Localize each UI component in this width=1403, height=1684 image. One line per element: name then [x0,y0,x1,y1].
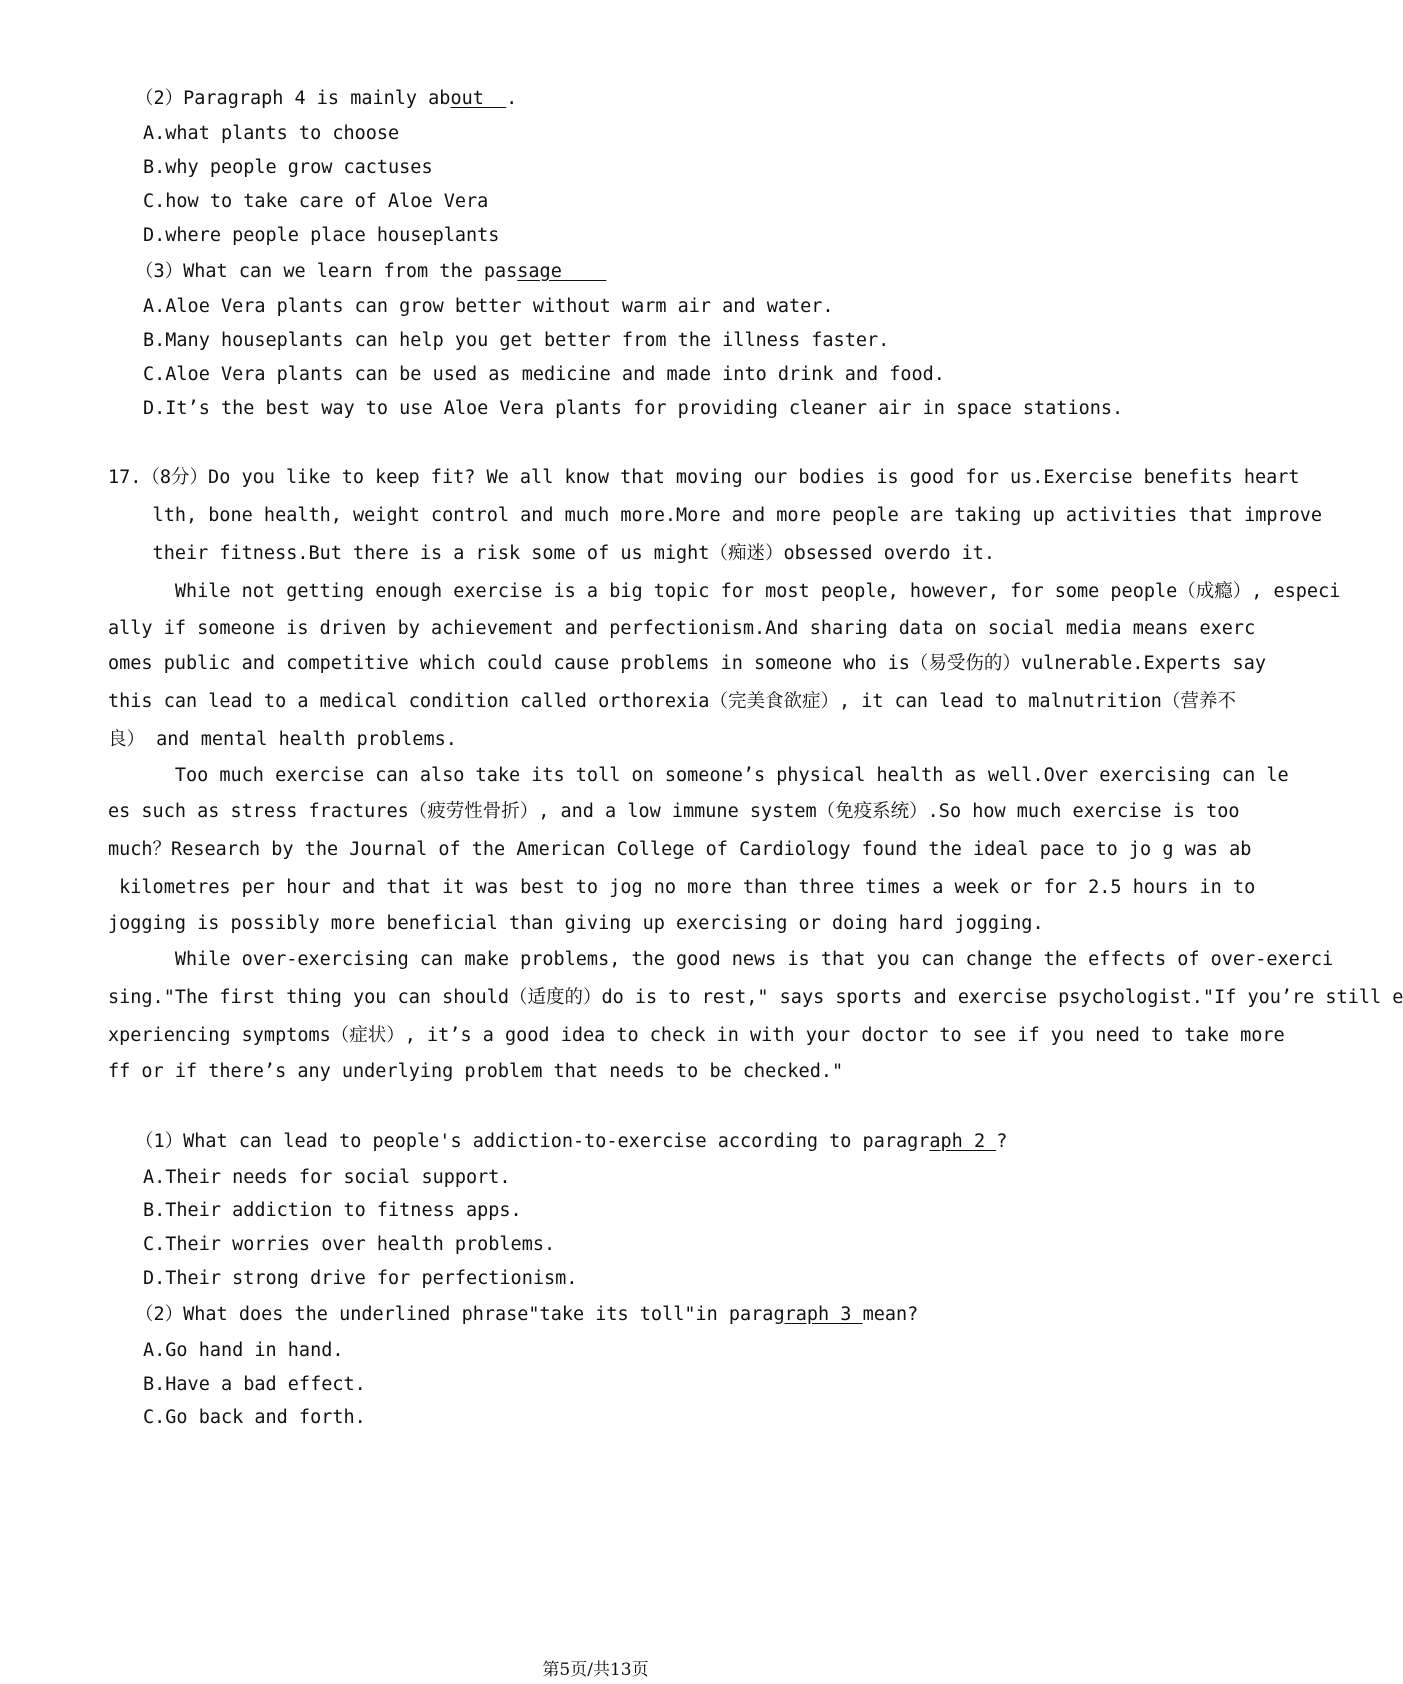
option-d: D.It’s the best way to use Aloe Vera plants for providing cleaner air in space stations. [143,398,1124,419]
answer-blank: raph 3 [784,1304,863,1325]
passage-line: es such as stress fractures（疲劳性骨折）, and a low immune system（免疫系统）.So how much exercise is too [108,801,1240,822]
passage-line: omes public and competitive which could cause problems in someone who is（易受伤的）vulnerable.Experts say [108,653,1266,674]
answer-blank: out [450,88,507,109]
option-a: A.what plants to choose [143,123,400,144]
option-c: C.Their worries over health problems. [143,1234,556,1255]
passage-line: sing."The first thing you can should（适度的）do is to rest," says sports and exercise psychologist."If you’re still e [108,987,1403,1008]
passage-line: much？Research by the Journal of the American College of Cardiology found the ideal pace to jo g was ab [108,839,1252,860]
passage-line: this can lead to a medical condition called orthorexia（完美食欲症）, it can lead to malnutrition（营养不 [108,691,1236,712]
option-d: D.Their strong drive for perfectionism. [143,1268,578,1289]
option-a: A.Aloe Vera plants can grow better without warm air and water. [143,296,834,317]
passage-line: ally if someone is driven by achievement and perfectionism.And sharing data on social media means exerc [108,618,1256,639]
option-b: B.Have a bad effect. [143,1374,366,1395]
page-number: 第5页/共13页 [542,1660,649,1680]
option-a: A.Go hand in hand. [143,1340,344,1361]
question-16-3-stem: （3）What can we learn from the passage [135,261,607,282]
passage-line: kilometres per hour and that it was best to jog no more than three times a week or for 2.5 hours in to [108,877,1256,898]
option-c: C.Go back and forth. [143,1407,366,1428]
answer-blank: sage [517,261,607,282]
option-b: B.why people grow cactuses [143,157,433,178]
passage-line: 17.（8分）Do you like to keep fit? We all know that moving our bodies is good for us.Exercise benefits heart [108,467,1300,488]
question-17-1-stem: （1）What can lead to people's addiction-to-exercise according to paragraph 2 ? [135,1131,1008,1152]
option-a: A.Their needs for social support. [143,1167,511,1188]
passage-line: Too much exercise can also take its toll on someone’s physical health as well.Over exercising can le [108,765,1289,786]
question-17-2-stem: （2）What does the underlined phrase"take its toll"in paragraph 3 mean? [135,1304,919,1325]
answer-blank: aph 2 [929,1131,997,1152]
passage-line: lth, bone health, weight control and much more.More and more people are taking up activities that improve [108,505,1323,526]
option-b: B.Their addiction to fitness apps. [143,1200,522,1221]
option-c: C.Aloe Vera plants can be used as medicine and made into drink and food. [143,364,945,385]
option-d: D.where people place houseplants [143,225,500,246]
option-c: C.how to take care of Aloe Vera [143,191,489,212]
passage-line: ff or if there’s any underlying problem that needs to be checked." [108,1061,844,1082]
passage-line: xperiencing symptoms（症状）, it’s a good idea to check in with your doctor to see if you need to take more [108,1025,1285,1046]
option-b: B.Many houseplants can help you get better from the illness faster. [143,330,890,351]
passage-line: 良） and mental health problems. [108,729,457,750]
passage-line: jogging is possibly more beneficial than giving up exercising or doing hard jogging. [108,913,1044,934]
passage-line: While over-exercising can make problems, the good news is that you can change the effects of over-exerci [108,949,1334,970]
question-16-2-stem: （2）Paragraph 4 is mainly about . [135,88,518,109]
passage-line: their fitness.But there is a risk some of us might（痴迷）obsessed overdo it. [108,543,996,564]
passage-line: While not getting enough exercise is a big topic for most people, however, for some people（成瘾）, especi [108,581,1341,602]
